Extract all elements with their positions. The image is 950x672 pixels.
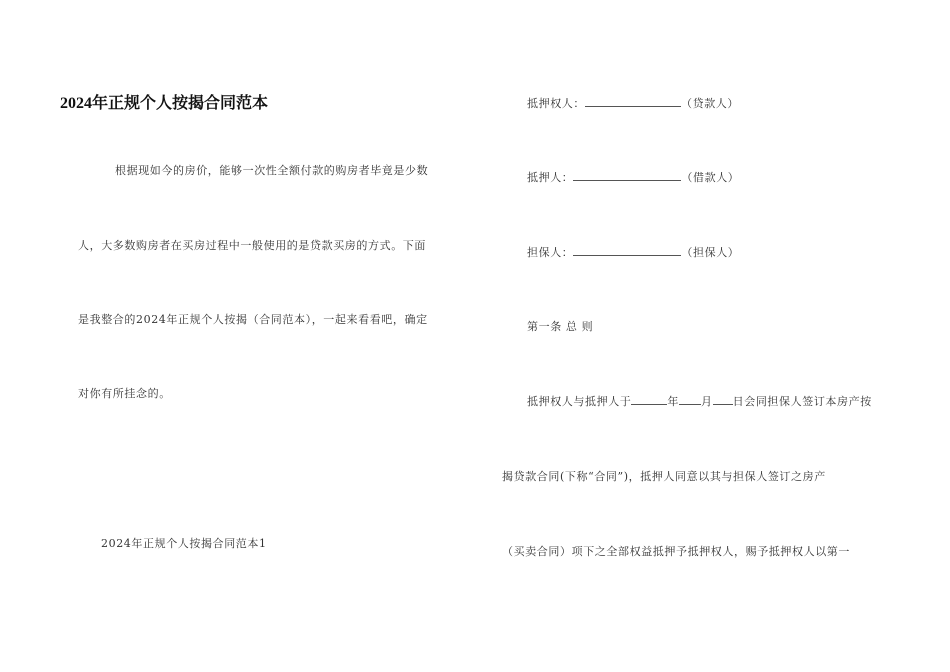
guarantor-blank[interactable] [573, 246, 681, 256]
intro-line-1: 根据现如今的房价，能够一次性全额付款的购房者毕竟是少数 [115, 164, 429, 177]
mortgagor-role: （借款人） [681, 171, 740, 184]
month-blank[interactable] [679, 395, 701, 405]
clause-text-a: 抵押权人与抵押人于 [527, 395, 632, 408]
guarantor-label: 担保人： [527, 246, 574, 259]
mortgagor-label: 抵押人： [527, 171, 574, 184]
month-label: 月 [701, 395, 713, 408]
intro-line-3: 是我整合的2024年正规个人按揭（合同范本），一起来看看吧，确定 [78, 313, 428, 326]
clause-line-3: （买卖合同）项下之全部权益抵押予抵押权人，赐予抵押权人以第一 [502, 545, 850, 558]
document-title: 2024年正规个人按揭合同范本 [60, 95, 269, 112]
article-heading: 第一条 总 则 [527, 320, 594, 333]
section-subheading: 2024年正规个人按揭合同范本1 [101, 537, 267, 550]
mortgagor-blank[interactable] [573, 171, 681, 181]
mortgagee-label: 抵押权人： [527, 97, 585, 110]
mortgagor-line [527, 169, 739, 185]
guarantor-line [527, 244, 739, 260]
mortgagee-role: （贷款人） [681, 97, 739, 110]
year-label: 年 [667, 395, 680, 408]
year-blank[interactable] [631, 395, 667, 405]
mortgagee-blank[interactable] [585, 97, 681, 107]
guarantor-role: （担保人） [681, 246, 740, 259]
day-blank[interactable] [713, 395, 733, 405]
mortgagee-line [527, 95, 739, 111]
clause-line-2: 揭贷款合同(下称“合同”)，抵押人同意以其与担保人签订之房产 [502, 470, 826, 483]
clause-line-1 [527, 393, 872, 409]
clause-text-d: 日会同担保人签订本房产按 [732, 395, 872, 408]
intro-line-4: 对你有所挂念的。 [78, 387, 171, 400]
intro-line-2: 人，大多数购房者在买房过程中一般使用的是贷款买房的方式。下面 [78, 239, 426, 252]
